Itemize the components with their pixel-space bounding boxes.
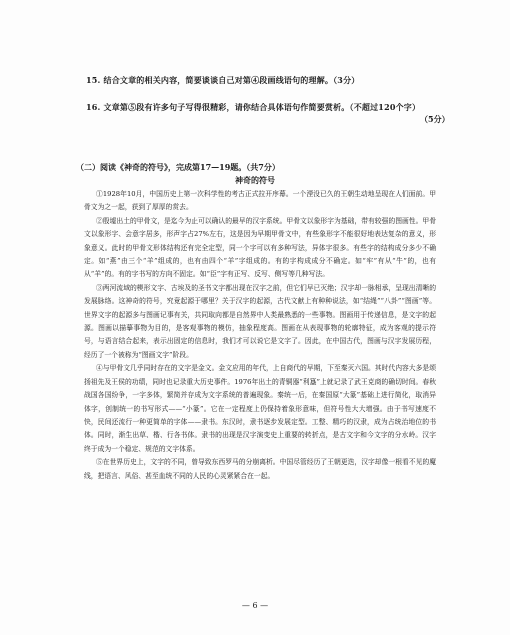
paragraph-3: ③两河流域的楔形文字、古埃及的圣书文字都出现在汉字之前，但它们早已灭绝；汉字却一脉相承，呈现出清晰的发展脉络。这神奇的符号，究竟起源于哪里？关于汉字的起源，古代文献上有种种说法，如“结绳”“八卦”“图画”等。世界文字的起源多与图画记事有关，共同取向都是自然界中人类最熟悉的一些事物。图画用于传递信息，是文字的起源。图画以描摹事物为目的，是客观事物的模仿，抽象程度高。图画在从表现事物的轮廓特征，成为客观的提示符号，与语言结合起来，表示出固定的信息时，我们才可以说它是文字了。因此，在中国古代，图画与汉字发展历程，经历了一个被称为“图画文字”阶段。 [84, 283, 436, 359]
paragraph-5: ⑤在世界历史上，文字的不同，曾导致东西罗马的分崩离析。中国尽管经历了王朝更迭，汉字却像一根看不见的魔线，把语言、风俗、甚至血统不同的人民的心灵紧紧合在一起。 [84, 458, 436, 480]
question-16: 16. 文章第⑤段有许多句子写得很精彩，请你结合具体语句作简要赏析。（不超过120个字） [86, 102, 421, 112]
paragraph-1: ①1928年10月，中国历史上第一次科学性的考古正式拉开序幕。一个湮没已久的王朝生动地呈现在人们面前。甲骨文为之一起，获到了厚厚的赏去。 [84, 190, 436, 212]
section-heading: （二）阅读《神奇的符号》，完成第17—19题。（共7分） [76, 162, 280, 172]
paragraph-2: ②殷墟出土的甲骨文，是迄今为止可以确认的最早的汉字系统。甲骨文以象形字为基础，带有较强的图画性。甲骨文以象形字、会意字居多，形声字占27%左右，这是因为早期甲骨文中，有些象形字不能很好地表达复杂的意义，形象意义。此时的甲骨文形体结构还有完全定型，同一个字可以有多种写法，异体字很多。有些字的结构成分多少不确定。如“燕”由三个“羊”组成的，也有由四个“羊”字组成的。有的字构成成分不确定。如“牢”有从“牛”的，也有从“羊”的。有的字书写的方向不固定。如“臣”字有正写、反写、侧写等几种写法。 [84, 216, 436, 279]
question-16-marks: （5分） [420, 114, 450, 124]
question-15: 15. 结合文章的相关内容，简要谈谈自己对第④段画线语句的理解。（3分） [86, 75, 360, 85]
paragraph-4: ④与甲骨文几乎同时存在的文字是金文。金文应用的年代，上自商代的早期，下至秦灭六国。其时代内容大多是颂扬祖先及王侯的功绩，同时也记录重大历史事件。1976年出土的青铜器“利簋”上就记录了武王克商的确切时间。春秋战国各国纷争，一字多体，繁简并存成为文字系统的普遍现象。秦统一后，在秦国原“大篆”基础上进行简化，取消异体字，创制统一的书写形式——“小篆”。它在一定程度上仍保持着象形意味，但符号性大大增强。由于书写速度不快，民间还流行一种更简单的字体——隶书。东汉时，隶书逐步发展定型。工整、精巧的汉隶，成为占统治地位的书体。同时，渐生出草、楷、行各书体。隶书的出现是汉字演变史上重要的转折点，是古文字和今文字的分水岭。汉字终于成为一个稳定、规范的文字体系。 [84, 364, 436, 453]
passage-body [84, 188, 436, 483]
passage-title: 神奇的符号 [235, 175, 275, 185]
page-number: — 6 — [241, 601, 269, 610]
